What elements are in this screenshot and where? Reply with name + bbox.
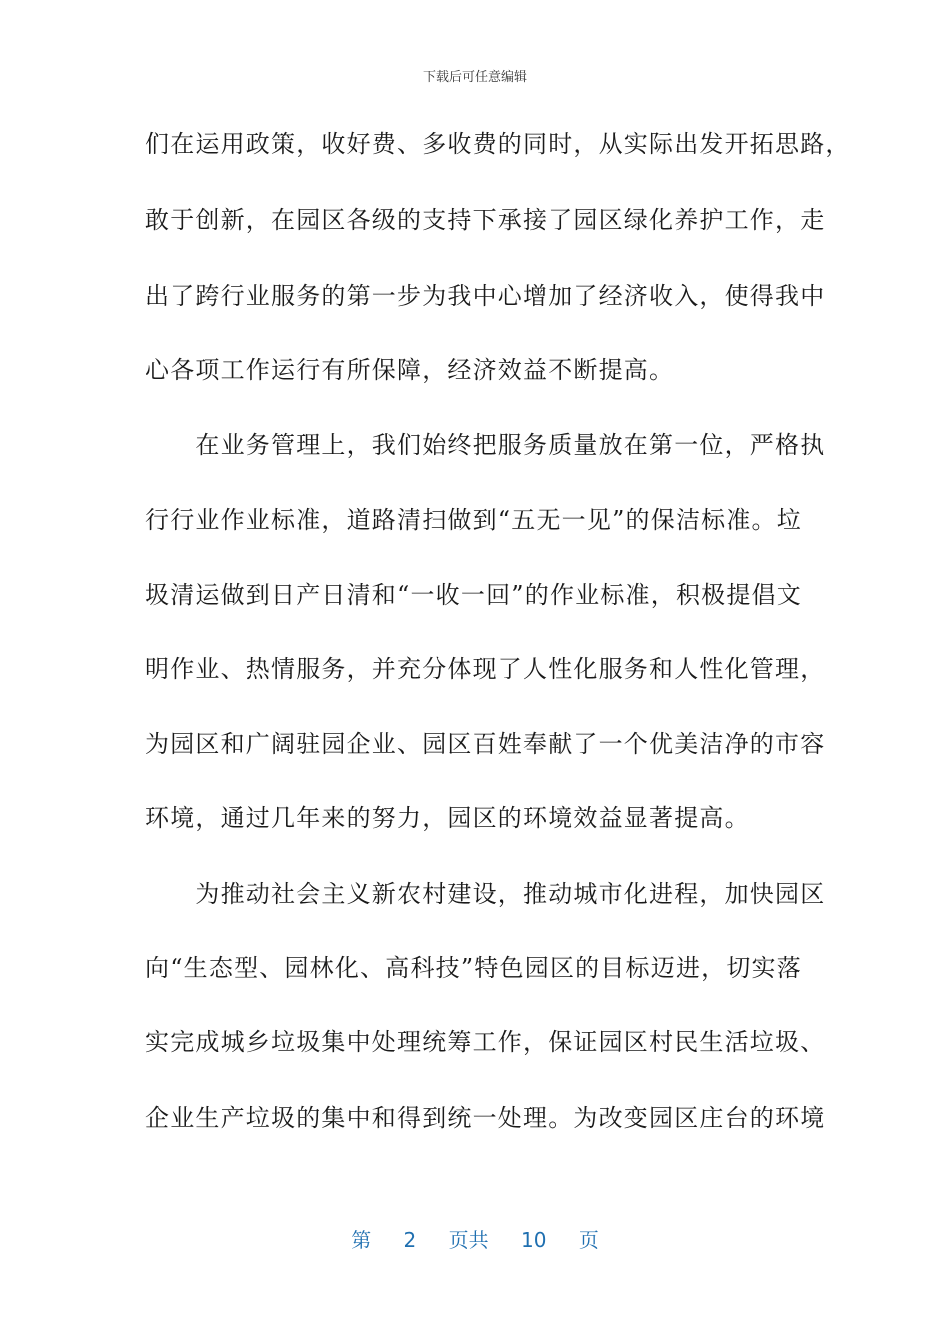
- body-line: 行行业作业标准，道路清扫做到“五无一见”的保洁标准。垃: [145, 506, 802, 534]
- body-line: 在业务管理上，我们始终把服务质量放在第一位，严格执: [145, 431, 826, 459]
- body-line: 圾清运做到日产日清和“一收一回”的作业标准，积极提倡文: [145, 581, 802, 609]
- page-header: 下载后可任意编辑: [422, 70, 527, 85]
- current-page-number: 2: [403, 1228, 417, 1252]
- body-line: 为园区和广阔驻园企业、园区百姓奉献了一个优美洁净的市容: [145, 730, 826, 758]
- body-line: 向“生态型、园林化、高科技”特色园区的目标迈进，切实落: [145, 954, 802, 982]
- body-line: 环境，通过几年来的努力，园区的环境效益显著提高。: [145, 804, 750, 832]
- page-footer: [0, 1224, 950, 1253]
- body-line: 为推动社会主义新农村建设，推动城市化进程，加快园区: [145, 880, 826, 908]
- footer-middle: 页共: [448, 1228, 489, 1252]
- footer-suffix: 页: [578, 1228, 599, 1252]
- body-line: 们在运用政策，收好费、多收费的同时，从实际出发开拓思路，: [145, 130, 851, 158]
- body-line: 出了跨行业服务的第一步为我中心增加了经济收入，使得我中: [145, 282, 826, 310]
- total-page-count: 10: [521, 1228, 547, 1252]
- body-line: 明作业、热情服务，并充分体现了人性化服务和人性化管理，: [145, 655, 826, 683]
- body-line: 敢于创新，在园区各级的支持下承接了园区绿化养护工作，走: [145, 206, 826, 234]
- body-line: 心各项工作运行有所保障，经济效益不断提高。: [145, 356, 675, 384]
- body-line: 企业生产垃圾的集中和得到统一处理。为改变园区庄台的环境: [145, 1104, 826, 1132]
- body-line: 实完成城乡垃圾集中处理统筹工作，保证园区村民生活垃圾、: [145, 1028, 826, 1056]
- footer-prefix: 第: [351, 1228, 372, 1252]
